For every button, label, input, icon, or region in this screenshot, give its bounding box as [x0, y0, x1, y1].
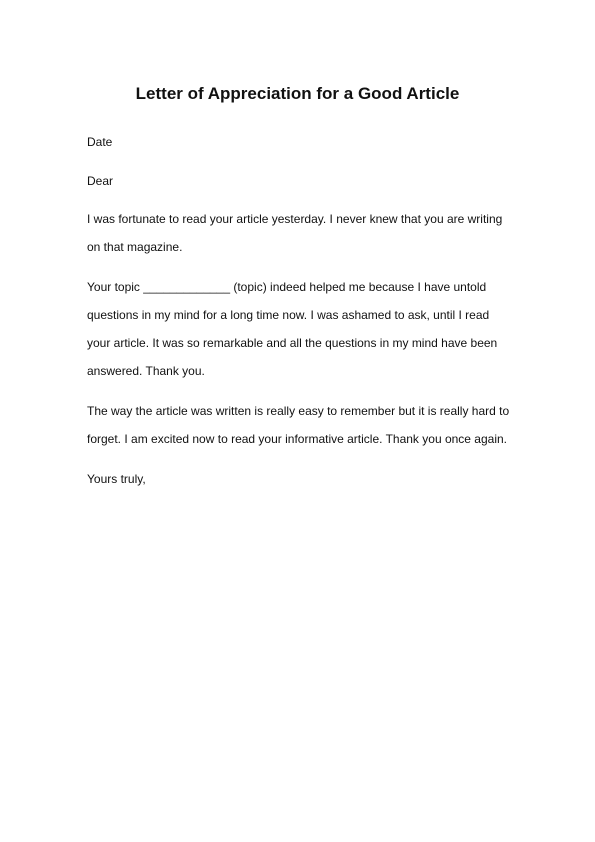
- paragraph-line: Your topic _____________ (topic) indeed helped me because I have untold: [87, 280, 487, 294]
- letter-title: Letter of Appreciation for a Good Article: [135, 84, 460, 103]
- paragraph-line: forget. I am excited now to read your informative article. Thank you once again.: [87, 432, 507, 446]
- date-line: Date: [87, 135, 113, 149]
- paragraph-2: [87, 273, 517, 385]
- salutation: Dear: [87, 174, 114, 188]
- paragraph-3: [87, 397, 517, 453]
- paragraph-1: [87, 205, 517, 261]
- paragraph-line: The way the article was written is really easy to remember but it is really hard to: [87, 404, 510, 418]
- paragraph-line: on that magazine.: [87, 240, 183, 254]
- paragraph-line: questions in my mind for a long time now. I was ashamed to ask, until I read: [87, 308, 490, 322]
- paragraph-line: I was fortunate to read your article yesterday. I never knew that you are writing: [87, 212, 503, 226]
- paragraph-line: your article. It was so remarkable and all the questions in my mind have been: [87, 336, 498, 350]
- closing-line: Yours truly,: [87, 472, 146, 486]
- paragraph-line: answered. Thank you.: [87, 364, 205, 378]
